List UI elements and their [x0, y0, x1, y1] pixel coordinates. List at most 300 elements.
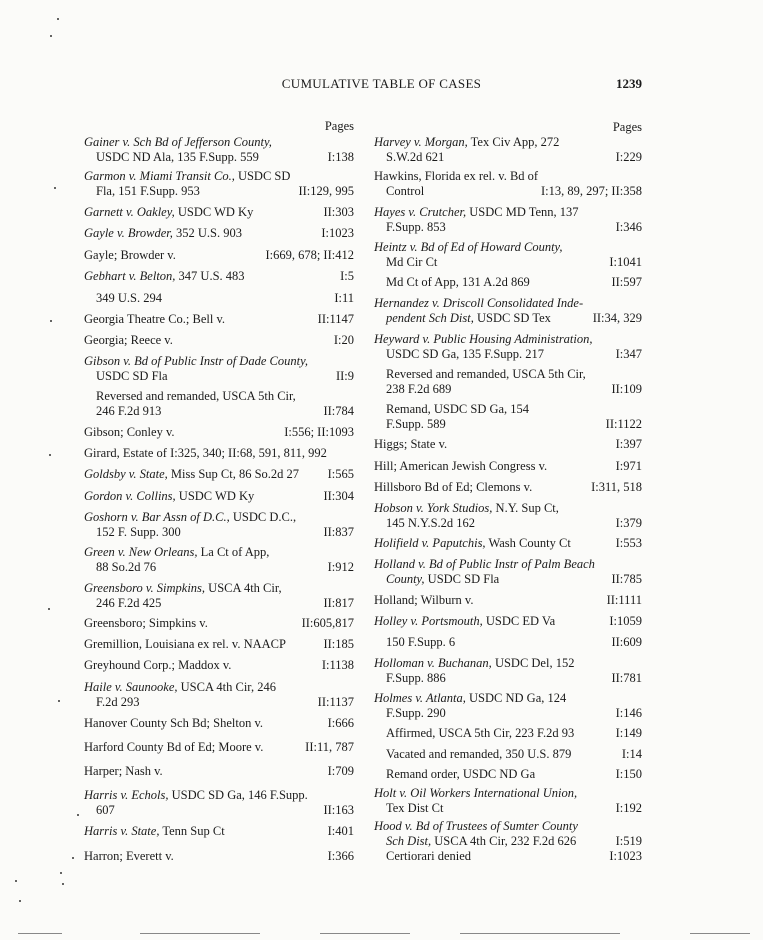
case-citation: Certiorari denied — [386, 849, 472, 863]
case-citation-continued: 607 — [96, 802, 115, 817]
case-entry-line-1 — [374, 332, 644, 347]
case-entry-line-2 — [84, 803, 356, 818]
case-citation: Greyhound Corp.; Maddox v. — [84, 658, 232, 672]
case-entry — [84, 354, 356, 383]
page-reference: II:163 — [323, 802, 354, 817]
case-citation: N.Y. Sup Ct, — [492, 501, 559, 515]
case-entry — [84, 581, 356, 610]
case-name: Greensboro v. Simpkins, — [84, 581, 206, 595]
case-entry-line-1 — [374, 480, 644, 495]
case-citation-continued: F.Supp. 853 — [386, 219, 446, 234]
scan-speck — [19, 900, 21, 902]
case-citation: Gayle; Browder v. — [84, 248, 176, 262]
case-citation: Holland; Wilburn v. — [374, 593, 474, 607]
case-name-continued: pendent Sch Dist, — [386, 310, 474, 325]
case-entry — [374, 332, 644, 361]
page-reference: I:149 — [615, 726, 642, 740]
case-entry — [84, 658, 356, 673]
scan-edge-line — [690, 933, 750, 934]
case-entry-line-1 — [374, 402, 644, 417]
case-entry-line-2 — [374, 347, 644, 362]
page-number: 1239 — [616, 76, 642, 91]
page-reference: II:817 — [323, 595, 354, 610]
case-name: Hobson v. York Studios, — [374, 501, 493, 515]
case-entry — [374, 593, 644, 608]
page-reference: I:150 — [615, 767, 642, 781]
case-entry — [374, 849, 644, 864]
case-entry-line-2 — [374, 801, 644, 816]
case-entry — [374, 536, 644, 551]
page-reference: II:837 — [323, 524, 354, 539]
case-entry — [374, 296, 644, 325]
case-entry — [84, 205, 356, 220]
case-entry — [84, 510, 356, 539]
case-name: Holmes v. Atlanta, — [374, 691, 466, 705]
case-citation-continued: Md Cir Ct — [386, 254, 438, 269]
case-entry-line-1 — [374, 656, 644, 671]
page-reference: I:565 — [327, 467, 354, 481]
case-name: Gibson v. Bd of Public Instr of Dade County, — [84, 354, 309, 368]
case-citation: Miss Sup Ct, 86 So.2d 27 — [167, 467, 300, 481]
case-entry-line-1 — [374, 169, 644, 184]
case-citation: 347 U.S. 483 — [175, 269, 245, 283]
case-entry-line-1 — [84, 425, 356, 440]
page-reference: I:347 — [615, 346, 642, 361]
page-reference: II:597 — [611, 275, 642, 289]
case-citation: Remand order, USDC ND Ga — [386, 767, 536, 781]
case-citation: USDC MD Tenn, 137 — [466, 205, 579, 219]
case-entry-line-1 — [374, 367, 644, 382]
case-entry — [374, 726, 644, 741]
case-entry — [374, 459, 644, 474]
case-entry — [374, 501, 644, 530]
case-entry-line-1 — [84, 389, 356, 404]
case-entry-line-1 — [374, 635, 644, 650]
case-name: Goldsby v. State, — [84, 467, 168, 481]
page-reference: II:609 — [611, 635, 642, 649]
page-reference: II:9 — [335, 368, 354, 383]
case-entry-line-1 — [374, 205, 644, 220]
case-entry — [84, 291, 356, 306]
case-name: Garnett v. Oakley, — [84, 205, 175, 219]
page-reference: I:1041 — [609, 254, 642, 269]
running-header-title: CUMULATIVE TABLE OF CASES — [281, 76, 482, 91]
page-reference: I:912 — [327, 559, 354, 574]
case-entry-line-2 — [374, 311, 644, 326]
case-name: Harris v. State, — [84, 824, 160, 838]
case-entry-line-1 — [374, 557, 644, 572]
case-entry-line-2 — [374, 417, 644, 432]
case-entry — [374, 169, 644, 198]
case-name: Heintz v. Bd of Ed of Howard County, — [374, 240, 563, 254]
case-name: Gordon v. Collins, — [84, 489, 176, 503]
case-entry-line-1 — [84, 849, 356, 864]
case-citation: Hill; American Jewish Congress v. — [374, 459, 548, 473]
case-entry-line-1 — [374, 459, 644, 474]
page-reference: II:1111 — [606, 593, 642, 607]
scan-edge-line — [320, 933, 410, 934]
case-citation-continued: USDC SD Fla — [96, 368, 168, 383]
pages-heading: Pages — [324, 119, 354, 133]
case-name: Green v. New Orleans, — [84, 545, 198, 559]
case-entry-line-1 — [84, 510, 356, 525]
case-citation-continued: Tex Dist Ct — [386, 800, 444, 815]
page-reference: I:519 — [615, 833, 642, 848]
case-citation: USDC ED Va — [482, 614, 556, 628]
scan-speck — [62, 883, 64, 885]
page-reference: II:1137 — [317, 694, 354, 709]
case-entry-line-2 — [374, 671, 644, 686]
case-entry — [374, 205, 644, 234]
case-citation-continued: 88 So.2d 76 — [96, 559, 157, 574]
page-reference: I:401 — [327, 824, 354, 838]
case-citation-continued: F.Supp. 290 — [386, 705, 446, 720]
case-entry — [374, 437, 644, 452]
case-entry-line-1 — [374, 593, 644, 608]
case-citation: Gremillion, Louisiana ex rel. v. NAACP — [84, 637, 286, 651]
case-citation-continued: S.W.2d 621 — [386, 149, 445, 164]
case-entry-line-1 — [374, 296, 644, 311]
case-citation: Hillsboro Bd of Ed; Clemons v. — [374, 480, 533, 494]
case-entry-line-1 — [84, 616, 356, 631]
case-entry-line-1 — [84, 467, 356, 482]
case-entry — [374, 367, 644, 396]
case-entry-line-1 — [374, 135, 644, 150]
case-citation-continued: Control — [386, 183, 425, 198]
case-name: Haile v. Saunooke, — [84, 680, 178, 694]
case-entry-line-2 — [374, 516, 644, 531]
case-name: Holley v. Portsmouth, — [374, 614, 483, 628]
case-entry-line-1 — [84, 269, 356, 284]
case-citation-continued: 238 F.2d 689 — [386, 381, 452, 396]
scan-speck — [49, 454, 51, 456]
case-entry-line-2 — [374, 706, 644, 721]
case-entry-line-2 — [374, 150, 644, 165]
case-citation: Affirmed, USCA 5th Cir, 223 F.2d 93 — [386, 726, 575, 740]
case-entry-line-1 — [84, 680, 356, 695]
scan-speck — [15, 880, 17, 882]
case-citation-continued: USDC SD Tex — [473, 310, 551, 325]
case-entry-line-1 — [374, 747, 644, 762]
case-entry-line-2 — [84, 596, 356, 611]
scan-speck — [50, 320, 52, 322]
case-citation-continued: Fla, 151 F.Supp. 953 — [96, 183, 200, 198]
page-reference: I:397 — [615, 437, 642, 451]
case-name: Gainer v. Sch Bd of Jefferson County, — [84, 135, 272, 149]
case-entry — [84, 616, 356, 631]
page-reference: II:304 — [323, 489, 354, 503]
case-entry — [374, 691, 644, 720]
page-reference: II:129, 995 — [298, 183, 354, 198]
case-entry — [84, 849, 356, 864]
case-entry-line-1 — [374, 437, 644, 452]
page-reference: I:666 — [327, 716, 354, 730]
case-entry-line-2 — [374, 220, 644, 235]
case-entry — [374, 240, 644, 269]
scan-speck — [48, 608, 50, 610]
case-entry-line-1 — [84, 637, 356, 652]
case-citation: Tenn Sup Ct — [159, 824, 225, 838]
page-reference: I:1023 — [609, 849, 642, 863]
case-citation: Harron; Everett v. — [84, 849, 174, 863]
page-reference: I:366 — [327, 849, 354, 863]
scan-speck — [60, 872, 62, 874]
case-entry-line-2 — [374, 255, 644, 270]
case-entry-line-1 — [84, 205, 356, 220]
case-entry-line-2 — [84, 404, 356, 419]
case-entry-line-1 — [84, 824, 356, 839]
case-name: Hernandez v. Driscoll Consolidated Inde- — [374, 296, 584, 310]
case-entry-line-1 — [374, 691, 644, 706]
case-entry-line-2 — [84, 184, 356, 199]
case-entry — [374, 557, 644, 586]
case-entry — [374, 275, 644, 290]
case-entry-line-1 — [84, 581, 356, 596]
case-name: Garmon v. Miami Transit Co., — [84, 169, 235, 183]
case-entry-line-1 — [374, 501, 644, 516]
case-entry-line-1 — [84, 226, 356, 241]
page-reference: I:13, 89, 297; II:358 — [540, 183, 642, 198]
case-citation-continued: 246 F.2d 425 — [96, 595, 162, 610]
case-citation-continued: USDC SD Ga, 135 F.Supp. 217 — [386, 346, 545, 361]
case-entry-line-2 — [84, 695, 356, 710]
case-citation: Georgia; Reece v. — [84, 333, 173, 347]
page-reference: II:1147 — [317, 312, 354, 326]
scan-speck — [72, 857, 74, 859]
case-citation: USDC ND Ga, 124 — [465, 691, 567, 705]
case-entry — [84, 637, 356, 652]
page-reference: I:346 — [615, 219, 642, 234]
case-entry-line-1 — [84, 291, 356, 306]
case-citation-continued: F.2d 293 — [96, 694, 140, 709]
case-name: Holland v. Bd of Public Instr of Palm Beach — [374, 557, 595, 571]
case-citation-continued: 145 N.Y.S.2d 162 — [386, 515, 476, 530]
case-entry-line-1 — [374, 767, 644, 782]
case-entry — [84, 764, 356, 779]
case-entry-line-1 — [84, 545, 356, 560]
case-citation: USDC SD Ga, 146 F.Supp. — [168, 788, 308, 802]
case-citation: Reversed and remanded, USCA 5th Cir, — [386, 367, 586, 381]
case-entry — [374, 480, 644, 495]
case-citation: Girard, Estate of I:325, 340; II:68, 591, 811, 992 — [84, 446, 327, 460]
page-reference: I:379 — [615, 515, 642, 530]
case-entry-line-1 — [84, 135, 356, 150]
page-reference: I:971 — [615, 459, 642, 473]
case-citation: Harper; Nash v. — [84, 764, 163, 778]
case-citation: Hanover County Sch Bd; Shelton v. — [84, 716, 264, 730]
page-reference: I:229 — [615, 149, 642, 164]
case-entry-line-2 — [84, 525, 356, 540]
case-entry — [84, 312, 356, 327]
case-entry-line-1 — [374, 819, 644, 834]
case-name: Hood v. Bd of Trustees of Sumter County — [374, 819, 578, 833]
case-citation-continued: USCA 4th Cir, 232 F.2d 626 — [431, 833, 577, 848]
case-citation: Higgs; State v. — [374, 437, 448, 451]
scan-speck — [50, 35, 52, 37]
case-citation: Greensboro; Simpkins v. — [84, 616, 208, 630]
case-name: Harris v. Echols, — [84, 788, 169, 802]
case-entry-line-2 — [84, 369, 356, 384]
case-entry-line-1 — [84, 248, 356, 263]
case-entry — [84, 545, 356, 574]
scan-edge-line — [18, 933, 62, 934]
case-citation: La Ct of App, — [197, 545, 270, 559]
case-name: Gebhart v. Belton, — [84, 269, 176, 283]
case-entry-line-1 — [84, 489, 356, 504]
case-name-continued: Sch Dist, — [386, 833, 432, 848]
page-reference: II:34, 329 — [592, 310, 642, 325]
case-citation: Wash County Ct — [485, 536, 571, 550]
page-reference: I:192 — [615, 800, 642, 815]
case-entry-line-1 — [84, 312, 356, 327]
page-reference: II:1122 — [605, 416, 642, 431]
case-entry-line-1 — [84, 788, 356, 803]
case-entry-line-2 — [374, 382, 644, 397]
case-entry — [374, 402, 644, 431]
case-citation: USDC D.C., — [229, 510, 297, 524]
scan-edge-line — [140, 933, 260, 934]
page-reference: II:185 — [323, 637, 354, 651]
case-citation-continued: USDC SD Fla — [424, 571, 500, 586]
page-reference: II:781 — [611, 670, 642, 685]
case-name: Hayes v. Crutcher, — [374, 205, 467, 219]
case-entry-line-2 — [374, 184, 644, 199]
case-entry — [374, 635, 644, 650]
case-entry — [84, 269, 356, 284]
case-citation: Reversed and remanded, USCA 5th Cir, — [96, 389, 296, 403]
case-entry — [84, 824, 356, 839]
case-name: Gayle v. Browder, — [84, 226, 173, 240]
case-entry — [84, 333, 356, 348]
scan-speck — [54, 187, 56, 189]
page-reference: I:20 — [333, 333, 354, 347]
page-reference: II:11, 787 — [305, 740, 354, 754]
page-reference: II:109 — [611, 381, 642, 396]
case-entry-line-1 — [374, 786, 644, 801]
case-citation: Harford County Bd of Ed; Moore v. — [84, 740, 264, 754]
case-name: Goshorn v. Bar Assn of D.C., — [84, 510, 230, 524]
case-entry-line-1 — [84, 658, 356, 673]
case-entry-line-1 — [374, 240, 644, 255]
case-name-continued: County, — [386, 571, 425, 586]
case-citation: USCA 4th Cir, — [205, 581, 282, 595]
case-name: Heyward v. Public Housing Administration, — [374, 332, 593, 346]
case-citation-continued: 246 F.2d 913 — [96, 403, 162, 418]
case-entry-line-1 — [374, 614, 644, 629]
case-entry — [84, 135, 356, 164]
case-citation: 352 U.S. 903 — [172, 226, 242, 240]
case-name: Holloman v. Buchanan, — [374, 656, 492, 670]
case-entry — [84, 740, 356, 755]
case-entry-line-1 — [84, 740, 356, 755]
case-entry — [84, 389, 356, 418]
page-reference: II:785 — [611, 571, 642, 586]
case-entry — [84, 467, 356, 482]
case-entry — [84, 169, 356, 198]
case-citation: USCA 4th Cir, 246 — [177, 680, 276, 694]
case-entry-line-1 — [84, 764, 356, 779]
case-citation: 349 U.S. 294 — [96, 291, 162, 305]
case-citation: USDC Del, 152 — [491, 656, 575, 670]
case-citation-continued: USDC ND Ala, 135 F.Supp. 559 — [96, 149, 259, 164]
case-citation: Georgia Theatre Co.; Bell v. — [84, 312, 226, 326]
case-citation: USDC WD Ky — [174, 205, 254, 219]
page-reference: I:1023 — [321, 226, 354, 240]
case-citation-continued: F.Supp. 886 — [386, 670, 446, 685]
case-entry — [84, 716, 356, 731]
case-citation: USDC SD — [234, 169, 291, 183]
page-reference: I:709 — [327, 764, 354, 778]
page-reference: II:784 — [323, 403, 354, 418]
page-reference: I:5 — [340, 269, 354, 283]
case-name: Harvey v. Morgan, — [374, 135, 468, 149]
case-citation: Remand, USDC SD Ga, 154 — [386, 402, 530, 416]
case-entry — [374, 614, 644, 629]
case-entry-line-1 — [374, 726, 644, 741]
case-entry — [84, 680, 356, 709]
case-name: Holt v. Oil Workers International Union, — [374, 786, 578, 800]
case-citation: Gibson; Conley v. — [84, 425, 175, 439]
page-reference: I:11 — [334, 291, 354, 305]
case-entry-line-1 — [374, 536, 644, 551]
case-entry-line-2 — [374, 834, 644, 849]
case-citation: 150 F.Supp. 6 — [386, 635, 456, 649]
case-entry-line-2 — [84, 150, 356, 165]
scan-speck — [77, 814, 79, 816]
case-entry — [84, 248, 356, 263]
scan-speck — [58, 700, 60, 702]
case-entry-line-1 — [374, 275, 644, 290]
page-reference: I:146 — [615, 705, 642, 720]
pages-heading: Pages — [612, 120, 642, 134]
case-citation: USDC WD Ky — [175, 489, 255, 503]
page-reference: I:1138 — [321, 658, 354, 672]
page-reference: II:303 — [323, 205, 354, 219]
case-citation: Tex Civ App, 272 — [467, 135, 560, 149]
page-reference: I:1059 — [609, 614, 642, 628]
page-reference: I:556; II:1093 — [284, 425, 354, 439]
page-reference: I:311, 518 — [591, 480, 642, 494]
case-citation: Vacated and remanded, 350 U.S. 879 — [386, 747, 572, 761]
page-reference: II:605,817 — [301, 616, 354, 630]
page-reference: I:669, 678; II:412 — [265, 248, 354, 262]
case-citation-continued: 152 F. Supp. 300 — [96, 524, 181, 539]
case-entry — [374, 786, 644, 815]
case-entry-line-1 — [84, 716, 356, 731]
case-entry — [374, 656, 644, 685]
case-entry — [84, 446, 356, 461]
case-citation: Md Ct of App, 131 A.2d 869 — [386, 275, 530, 289]
case-entry — [374, 135, 644, 164]
case-entry-line-2 — [84, 560, 356, 575]
page-reference: I:138 — [327, 149, 354, 164]
case-entry — [374, 747, 644, 762]
case-entry — [374, 819, 644, 848]
case-citation: Hawkins, Florida ex rel. v. Bd of — [374, 169, 539, 183]
case-entry-line-1 — [84, 354, 356, 369]
case-entry-line-1 — [84, 169, 356, 184]
case-entry — [84, 425, 356, 440]
case-citation-continued: F.Supp. 589 — [386, 416, 446, 431]
page-reference: I:553 — [615, 536, 642, 550]
case-name: Holifield v. Paputchis, — [374, 536, 486, 550]
case-entry — [84, 489, 356, 504]
case-entry-line-1 — [84, 333, 356, 348]
scan-speck — [57, 18, 59, 20]
case-entry — [374, 767, 644, 782]
case-entry — [84, 788, 356, 817]
case-entry-line-2 — [374, 572, 644, 587]
